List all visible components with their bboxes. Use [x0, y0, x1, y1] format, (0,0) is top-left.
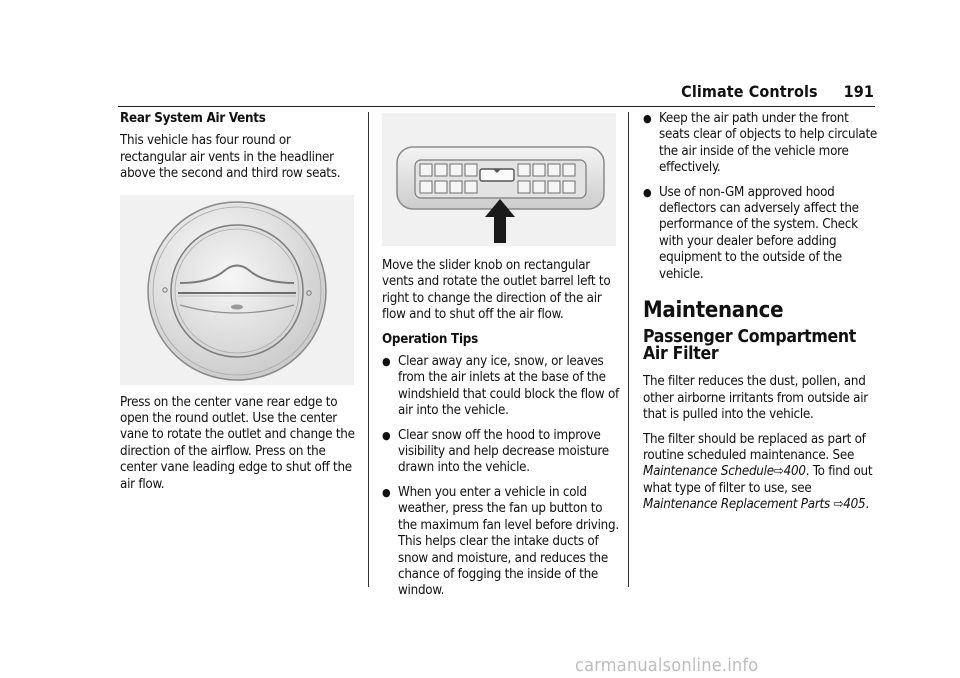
xref-icon: ⇨ [833, 497, 844, 513]
subheading-operation-tips: Operation Tips [382, 331, 478, 347]
list-item: ● Use of non-GM approved hood deflectors can adversely affect the performance of the system. Check with your dealer before adding equipment to the outside of the vehicle. [643, 184, 859, 282]
filter-paragraph-2: The filter should be replaced as part of routine scheduled maintenance. See Maintenance Schedule⇨400. To find out what type of filter to use, see Maintenance Replacement Parts ⇨405. [643, 431, 873, 513]
watermark: carmanualsonline.info [575, 655, 759, 676]
round-vent-caption: Press on the center vane rear edge to open the round outlet. Use the center vane to rotate the outlet and change the direction of the airflow. Press on the center vane leading edge to shut off the air flow. [120, 394, 355, 492]
list-item: ● Clear away any ice, snow, or leaves from the air inlets at the base of the windshield that could block the flow of air into the vehicle. [382, 354, 619, 419]
page-number: 191 [843, 82, 874, 101]
page-ref-405[interactable]: 405 [843, 497, 866, 513]
xref-icon: ⇨ [773, 464, 784, 480]
round-vent-illustration [120, 195, 354, 385]
rectangular-vent-icon [382, 113, 616, 246]
column-3 [643, 111, 878, 522]
rectangular-vent-illustration [382, 113, 616, 246]
subheading-rear-vents: Rear System Air Vents [120, 111, 266, 126]
list-item: ● Clear snow off the hood to improve visibility and help decrease moisture drawn into the vehicle. [382, 427, 609, 476]
filter-paragraph-1: The filter reduces the dust, pollen, and other airborne irritants from outside air that is pulled into the vehicle. [643, 374, 868, 423]
heading-air-filter: Passenger Compartment Air Filter [643, 327, 857, 364]
column-divider-1 [368, 112, 369, 587]
bullet-icon: ● [382, 355, 391, 369]
page-header [681, 82, 874, 101]
operation-tips-list [382, 354, 620, 600]
bullet-icon: ● [643, 185, 652, 199]
bullet-icon: ● [382, 485, 391, 499]
column-1 [120, 111, 358, 501]
page-ref-400[interactable]: 400 [783, 464, 806, 480]
header-rule [118, 106, 875, 107]
slider-paragraph: Move the slider knob on rectangular vents and rotate the outlet barrel left to right to change the direction of the air flow and to shut off the air flow. [382, 258, 611, 323]
heading-maintenance: Maintenance [643, 298, 784, 324]
section-title: Climate Controls [681, 82, 818, 101]
list-item: ● When you enter a vehicle in cold weather, press the fan up button to the maximum fan level before driving. This helps clear the intake ducts of snow and moisture, and reduces the chance of fogging the inside of the window. [382, 484, 619, 599]
bullet-icon: ● [382, 428, 391, 442]
link-replacement-parts[interactable]: Maintenance Replacement Parts [643, 497, 830, 513]
intro-paragraph: This vehicle has four round or rectangular air vents in the headliner above the second and third row seats. [120, 133, 341, 182]
list-item: ● Keep the air path under the front seats clear of objects to help circulate the air inside of the vehicle more effectively. [643, 111, 878, 176]
round-vent-icon [120, 195, 354, 385]
column-divider-2 [628, 112, 629, 587]
bullet-icon: ● [643, 112, 652, 125]
column-2 [382, 111, 620, 608]
link-maintenance-schedule[interactable]: Maintenance Schedule [643, 464, 774, 480]
continued-tips-list [643, 111, 878, 283]
